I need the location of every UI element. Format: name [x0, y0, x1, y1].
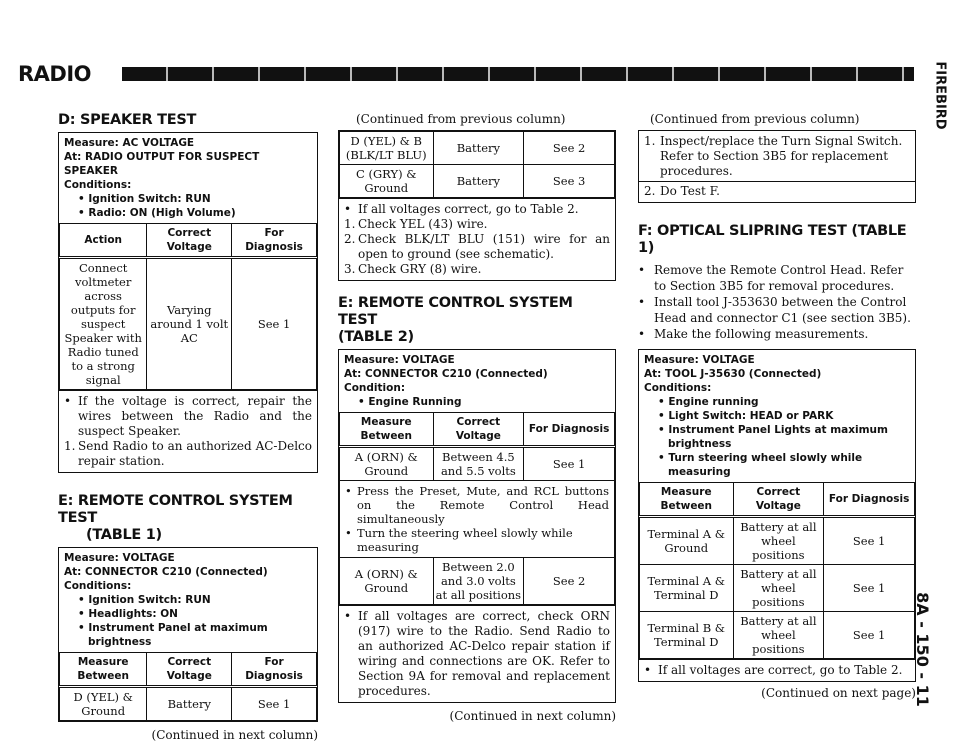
conditions-label: Conditions: — [64, 580, 132, 592]
optical-slipring-table — [639, 482, 915, 659]
table-header: Measure Between — [640, 482, 734, 516]
note-marker: • — [644, 662, 652, 677]
note-item — [644, 134, 910, 179]
note-marker: 2. — [344, 232, 356, 246]
note-marker: 1. — [64, 439, 76, 453]
condition-item: • Radio: ON (High Volume) — [78, 207, 236, 219]
continued-label: (Continued from previous column) — [356, 112, 566, 126]
table-row — [340, 165, 615, 198]
table-header: For Diagnosis — [824, 482, 915, 516]
note-text: Check YEL (43) wire. — [358, 217, 488, 231]
table-header: Correct Voltage — [147, 224, 232, 258]
bullet-text: Install tool J-353630 between the Control Head and connector C1 (see section 3B5). — [654, 295, 911, 325]
table-row — [640, 516, 915, 564]
table-cell: See 2 — [524, 132, 615, 165]
note-item — [344, 217, 610, 232]
table-row — [340, 481, 615, 558]
measure-block — [59, 133, 317, 223]
note-text: Check BLK/LT BLU (151) wire for an open to ground (see schematic). — [358, 232, 610, 261]
table-cell: D (YEL) & B (BLK/LT BLU) — [340, 132, 434, 165]
note-item — [344, 232, 610, 262]
remote-control-table-1-cont — [339, 131, 615, 198]
bullet-item — [638, 263, 916, 294]
page-number-side-label: 8A - 150 - 11 — [913, 592, 933, 707]
condition-item: • Ignition Switch: RUN — [78, 193, 211, 205]
table-cell: See 1 — [824, 564, 915, 611]
note-text: Send Radio to an authorized AC-Delco repair station. — [78, 439, 312, 468]
note-marker: • — [344, 202, 352, 216]
continued-label: (Continued from previous column) — [650, 112, 860, 126]
table-header: Action — [60, 224, 147, 258]
condition-item: • Ignition Switch: RUN — [78, 594, 211, 606]
note-text: Do Test F. — [660, 184, 720, 198]
note-text: Inspect/replace the Turn Signal Switch. Refer to Section 3B5 for replacement procedures. — [660, 134, 903, 178]
table-row — [640, 564, 915, 611]
table-cell: Battery at all wheel positions — [733, 516, 824, 564]
note-item — [344, 202, 610, 217]
table-cell: See 1 — [232, 258, 317, 390]
bullet-marker: • — [638, 295, 646, 309]
speaker-test-table — [59, 223, 317, 390]
table-row — [340, 447, 615, 481]
note-marker: 1. — [344, 217, 356, 231]
table-row — [340, 132, 615, 165]
table-header: For Diagnosis — [232, 653, 317, 687]
table-cell: Battery at all wheel positions — [733, 564, 824, 611]
table-header: Correct Voltage — [733, 482, 824, 516]
measure-line: Measure: AC VOLTAGE — [64, 137, 195, 149]
note-marker: 2. — [644, 184, 656, 198]
measure-block — [339, 350, 615, 412]
table-header: Measure Between — [340, 413, 434, 447]
table-cell: See 1 — [232, 687, 317, 721]
continued-label: (Continued in next column) — [151, 728, 318, 742]
continued-label: (Continued on next page) — [761, 685, 916, 700]
table-cell: See 3 — [524, 165, 615, 198]
note-marker: • — [345, 484, 352, 498]
bullet-marker: • — [638, 327, 646, 341]
condition-item: • Instrument Panel Lights at maximum — [658, 423, 888, 436]
table-cell: See 1 — [824, 611, 915, 658]
column-2 — [338, 112, 616, 727]
section-e1-subtitle: (TABLE 1) — [86, 527, 162, 543]
measure-at-line: At: TOOL J-35630 (Connected) — [644, 367, 822, 380]
section-f-title: F: OPTICAL SLIPRING TEST (TABLE 1) — [638, 223, 907, 256]
table-header: Correct Voltage — [433, 413, 524, 447]
table-header: For Diagnosis — [232, 224, 317, 258]
measure-block — [639, 350, 915, 482]
table-cell: D (YEL) & Ground — [60, 687, 147, 721]
table-cell: A (ORN) & Ground — [340, 558, 434, 605]
note-item — [344, 609, 610, 699]
bullet-item — [638, 295, 916, 326]
continued-table-box — [338, 130, 616, 199]
note-text: If all voltages are correct, go to Table 2. — [658, 662, 903, 677]
measure-at-line: At: RADIO OUTPUT FOR SUSPECT SPEAKER — [64, 151, 260, 177]
table-header: For Diagnosis — [524, 413, 615, 447]
table-cell: C (GRY) & Ground — [340, 165, 434, 198]
table-cell: Varying around 1 volt AC — [147, 258, 232, 390]
bullet-marker: • — [638, 263, 646, 277]
table-header: Correct Voltage — [147, 653, 232, 687]
column-3 — [638, 112, 916, 704]
measure-line: Measure: VOLTAGE — [64, 552, 175, 564]
section-e2-title: E: REMOTE CONTROL SYSTEM TEST — [338, 295, 573, 328]
condition-item: • Turn steering wheel slowly while — [658, 451, 863, 464]
section-f-box — [638, 349, 916, 660]
measure-block — [59, 548, 317, 652]
section-f-bullets — [638, 263, 916, 343]
table-cell: See 1 — [524, 447, 615, 481]
note-item — [345, 526, 609, 554]
table-cell: Battery — [433, 132, 524, 165]
table-cell: Terminal B & Terminal D — [640, 611, 734, 658]
table-1-notes — [338, 199, 616, 281]
note-text: Check GRY (8) wire. — [358, 262, 482, 276]
condition-item-continued: measuring — [668, 465, 731, 478]
note-item — [64, 439, 312, 469]
note-item — [345, 484, 609, 526]
remote-control-table-2 — [339, 412, 615, 605]
table-cell: A (ORN) & Ground — [340, 447, 434, 481]
section-d-notes — [58, 391, 318, 473]
continued-label: (Continued in next column) — [449, 709, 616, 723]
table-row — [640, 611, 915, 658]
bullet-text: Make the following measurements. — [654, 327, 869, 341]
table-cell: Terminal A & Ground — [640, 516, 734, 564]
section-d-box — [58, 132, 318, 391]
table-header: Measure Between — [60, 653, 147, 687]
note-text: If the voltage is correct, repair the wires between the Radio and the suspect Speaker. — [78, 394, 312, 438]
note-text: If all voltages are correct, check ORN (917) wire to the Radio. Send Radio to an authorized AC-Delco repair station if wiring and connections are OK. Refer to Section 9A for removal and replacement procedures. — [358, 609, 610, 698]
column-1 — [58, 112, 318, 742]
table-row — [60, 687, 317, 721]
table-cell: Connect voltmeter across outputs for suspect Speaker with Radio tuned to a strong signal — [60, 258, 147, 390]
vehicle-side-label: FIREBIRD — [932, 61, 948, 130]
note-marker: 1. — [644, 134, 656, 148]
measure-at-line: At: CONNECTOR C210 (Connected) — [64, 566, 268, 578]
note-item — [64, 394, 312, 439]
note-item — [644, 663, 910, 678]
measure-at-line: At: CONNECTOR C210 (Connected) — [344, 368, 548, 380]
conditions-label: Condition: — [344, 382, 406, 394]
table-row — [340, 558, 615, 605]
condition-item: • Engine Running — [358, 396, 462, 408]
note-item — [344, 262, 610, 277]
note-marker: • — [64, 394, 72, 408]
note-text: If all voltages correct, go to Table 2. — [358, 202, 579, 216]
section-e1-box — [58, 547, 318, 722]
conditions-label: Conditions: — [644, 381, 712, 394]
condition-item: • Instrument Panel at maximum — [78, 622, 268, 634]
table-cell: Battery — [433, 165, 524, 198]
condition-item: • Headlights: ON — [78, 608, 178, 620]
page-title: RADIO — [18, 62, 92, 86]
table-cell: Terminal A & Terminal D — [640, 564, 734, 611]
condition-item-continued: brightness — [88, 636, 152, 648]
table-2-notes — [338, 606, 616, 703]
section-d-title: D: SPEAKER TEST — [58, 112, 197, 128]
note-item — [639, 181, 915, 199]
conditions-label: Conditions: — [64, 179, 132, 191]
table-cell: Battery — [147, 687, 232, 721]
table-cell: Battery at all wheel positions — [733, 611, 824, 658]
note-marker: • — [344, 609, 352, 623]
bullet-text: Remove the Remote Control Head. Refer to Section 3B5 for removal procedures. — [654, 263, 904, 293]
section-e2-subtitle: (TABLE 2) — [338, 329, 414, 345]
page-header — [18, 62, 918, 88]
measure-line: Measure: VOLTAGE — [644, 353, 755, 366]
note-marker: • — [345, 526, 352, 540]
section-f-notes — [638, 660, 916, 682]
bullet-item — [638, 327, 916, 343]
section-e2-box — [338, 349, 616, 606]
section-e1-title: E: REMOTE CONTROL SYSTEM TEST — [58, 493, 293, 526]
table-cell: See 1 — [824, 516, 915, 564]
remote-control-table-1 — [59, 652, 317, 721]
note-marker: 3. — [344, 262, 356, 276]
header-rule-bar — [122, 67, 914, 81]
condition-item-continued: brightness — [668, 437, 732, 450]
table-cell: Between 2.0 and 3.0 volts at all positions — [433, 558, 524, 605]
condition-item: • Light Switch: HEAD or PARK — [658, 409, 834, 422]
note-text: Turn the steering wheel slowly while measuring — [357, 526, 573, 554]
table-row — [60, 258, 317, 390]
note-text: Press the Preset, Mute, and RCL buttons on the Remote Control Head simultaneously — [357, 484, 609, 526]
mid-notes-cell — [340, 481, 615, 558]
measure-line: Measure: VOLTAGE — [344, 354, 455, 366]
condition-item: • Engine running — [658, 395, 759, 408]
table-cell: Between 4.5 and 5.5 volts — [433, 447, 524, 481]
table-cell: See 2 — [524, 558, 615, 605]
continued-notes-box — [638, 130, 916, 203]
